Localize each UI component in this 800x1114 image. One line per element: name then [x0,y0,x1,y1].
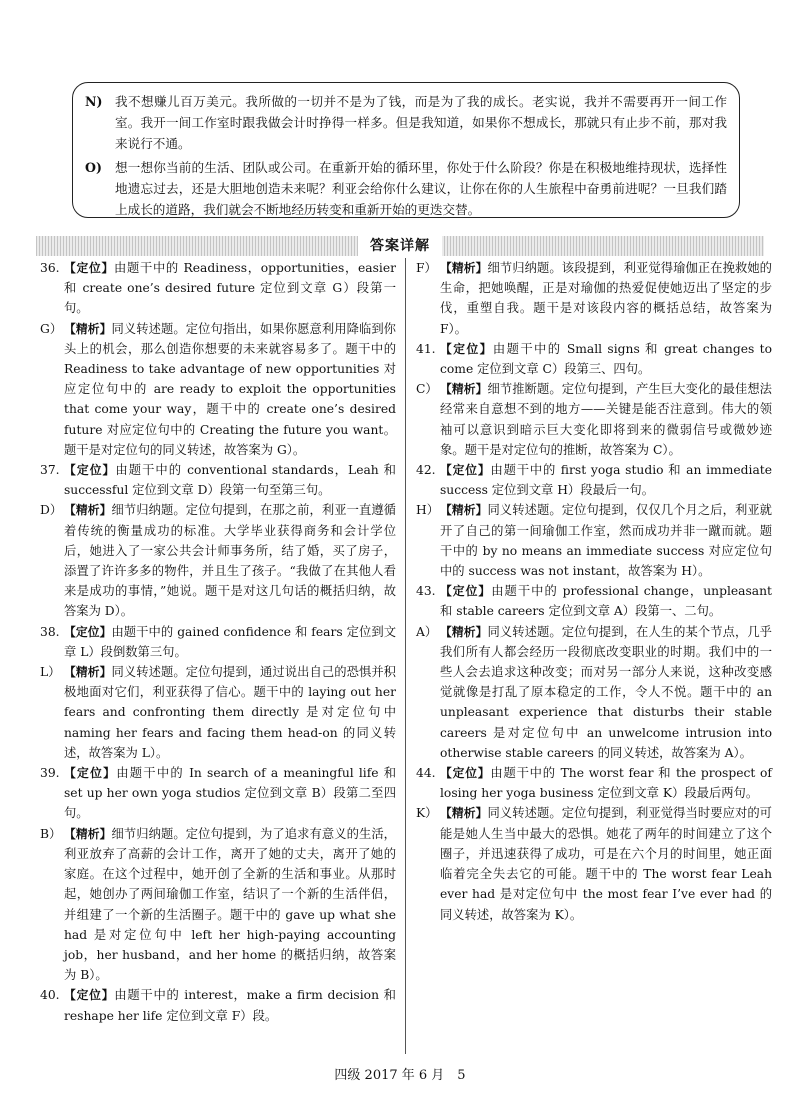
entry-body [64,662,396,763]
entry-number: A） [416,624,438,639]
entry-tag: 【定位】 [64,988,115,1003]
entry-body [64,985,396,1025]
entry-number: K） [416,806,438,821]
entry-tag: 【精析】 [440,806,488,821]
entry-text: 由题干中的 The worst fear 和 the prospect of losing her yoga business 定位到文章 K）段最后两句。 [440,766,772,801]
entry-body [440,500,772,581]
entry-number: 42. [416,463,436,478]
entry-text: 由题干中的 Small signs 和 great changes to come 定位到文章 C）段第三、四句。 [440,341,772,377]
entry-text: 同义转述题。定位句提到，在人生的某个节点，几乎我们所有人都会经历一段彻底改变职业的时期。我们中的一些人会去追求这种改变；而对另一部分人来说，这种改变感觉就像是打乱了原本稳定的工作，令人不悦。题干中的 an unpleasant experience that disturbs their stable careers 是对定位句中 an unwelcome intrusion into otherwise stable careers 的同义转述，故答案为 A）。 [440,624,772,760]
entry-tag: 【精析】 [64,321,112,336]
entry-text: 由题干中的 interest，make a firm decision 和 reshape her life 定位到文章 F）段。 [64,988,396,1023]
entry-number: H） [416,503,440,518]
answer-entry [416,622,772,763]
entry-tag: 【定位】 [64,766,117,781]
right-column [416,258,772,925]
entry-tag: 【定位】 [440,766,491,781]
entry-tag: 【定位】 [440,584,492,599]
entry-number: 37. [40,463,60,478]
entry-tag: 【精析】 [64,665,112,680]
entry-body [440,803,772,924]
answer-entry [40,500,396,621]
entry-text: 同义转述题。定位句提到，通过说出自己的恐惧并积极地面对它们，利亚获得了信心。题干中的 laying out her fears and confronting them directly 是对定位句中 naming her fears and facing them head-on 的同义转述，故答案为 L）。 [64,665,396,760]
entry-number: G） [40,321,63,336]
entry-tag: 【定位】 [440,463,491,478]
entry-body [64,319,396,460]
entry-body [64,824,396,986]
entry-number: 36. [40,261,60,275]
answer-entry [416,763,772,803]
answer-entry [40,824,396,986]
answer-entry [40,258,396,319]
entry-number: 40. [40,988,60,1003]
entry-number: 44. [416,766,436,781]
answer-entry [416,379,772,460]
entry-text: 由题干中的 conventional standards，Leah 和 successful 定位到文章 D）段第一句至第三句。 [64,463,396,498]
entry-tag: 【定位】 [64,261,114,275]
entry-tag: 【定位】 [64,463,116,478]
entry-body [440,763,772,803]
entry-tag: 【定位】 [440,341,493,356]
answer-entry [40,985,396,1025]
entry-body [440,581,772,621]
entry-text: 由题干中的 In search of a meaningful life 和 set up her own yoga studios 定位到文章 B）段第二至四句。 [64,766,396,821]
answer-entry [40,319,396,460]
answer-entry [40,460,396,500]
section-band [36,236,764,256]
entry-body [64,500,396,621]
entry-tag: 【精析】 [440,261,488,275]
entry-number: 39. [40,766,60,781]
entry-body [440,460,772,500]
options-box [72,82,740,218]
answer-entry [416,500,772,581]
entry-tag: 【精析】 [440,624,488,639]
entry-body [64,460,396,500]
entry-text: 细节归纳题。该段提到，利亚觉得瑜伽正在挽救她的生命，把她唤醒，正是对瑜伽的热爱促使她迈出了坚定的步伐，重塑自我。题干是对该段内容的概括总结，故答案为 F）。 [440,261,772,336]
entry-tag: 【精析】 [440,503,488,518]
entry-text: 同义转述题。定位句提到，利亚觉得当时要应对的可能是她人生当中最大的恐惧。她花了两年的时间建立了这个圈子，并迅速获得了成功，可是在六个月的时间里，她正面临着完全失去它的可能。题干中的 The worst fear Leah ever had 是对定位句中 the most fear I’ve ever had 的同义转述，故答案为 K）。 [440,806,772,922]
entry-body [440,339,772,379]
entry-text: 同义转述题。定位句提到，仅仅几个月之后，利亚就开了自己的第一间瑜伽工作室，然而成功并非一蹴而就。题干中的 by no means an immediate success 对应定位句中的 success was not instant，故答案为 H）。 [440,503,772,579]
answer-entry [416,258,772,339]
entry-text: 同义转述题。定位句指出，如果你愿意利用降临到你头上的机会，那么创造你想要的未来就容易多了。题干中的 Readiness to take advantage of new opportunities 对应定位句中的 are ready to exploit the opportunities that come your way，题干中的 create one’s desired future 对应定位句中的 Creating the future you want。题干是对定位句的同义转述，故答案为 G）。 [64,321,396,457]
entry-number: D） [40,503,63,518]
answer-entry [416,339,772,379]
entry-tag: 【精析】 [440,382,488,397]
entry-body [64,763,396,824]
page-footer: 四级 2017 年 6 月 5 [334,1068,466,1083]
answer-entry [40,622,396,662]
entry-number: 41. [416,341,436,356]
answer-entry [40,662,396,763]
entry-body [64,258,396,319]
option-text: 我不想赚儿百万美元。我所做的一切并不是为了钱，而是为了我的成长。老实说，我并不需要再开一间工作室。我开一间工作室时跟我做会计时挣得一样多。但是我知道，如果你不想成长，那就只有止步不前，那对我来说行不通。 [115,94,727,151]
option-label: N) [85,94,103,109]
entry-body [64,622,396,662]
entry-text: 细节归纳题。定位句提到，在那之前，利亚一直遵循着传统的衡量成功的标准。大学毕业获得商务和会计学位后，她进入了一家公共会计师事务所，结了婚，买了房子，添置了许许多多的物件，并且生了孩子。“我做了在其他人看来是成功的事情，”她说。题干是对这几句话的概括归纳，故答案为 D）。 [64,503,396,619]
answer-entry [416,460,772,500]
answer-entry [416,803,772,924]
entry-body [440,622,772,763]
entry-text: 由题干中的 Readiness，opportunities，easier 和 create one’s desired future 定位到文章 G）段第一句。 [64,261,396,316]
entry-number: L） [40,665,61,680]
column-divider [405,258,406,1054]
entry-tag: 【精析】 [64,826,112,841]
section-title: 答案详解 [358,236,442,256]
entry-text: 由题干中的 first yoga studio 和 an immediate success 定位到文章 H）段最后一句。 [440,463,772,498]
answer-entry [40,763,396,824]
option-text: 想一想你当前的生活、团队或公司。在重新开始的循环里，你处于什么阶段？你是在积极地维持现状，选择性地遗忘过去，还是大胆地创造未来呢？利亚会给你什么建议，让你在你的人生旅程中奋勇前进呢？一旦我们踏上成长的道路，我们就会不断地经历转变和重新开始的更迭交替。 [115,160,727,217]
entry-body [440,379,772,460]
entry-text: 细节推断题。定位句提到，产生巨大变化的最佳想法经常来自意想不到的地方——关键是能否注意到。伟大的领袖可以意识到暗示巨大变化即将到来的微弱信号或微妙迹象。题干是对定位句的推断，故答案为 C）。 [440,382,772,457]
entry-number: B） [40,826,62,841]
entry-tag: 【定位】 [64,624,112,639]
entry-number: F） [416,261,437,275]
entry-text: 由题干中的 professional change，unpleasant 和 stable careers 定位到文章 A）段第一、二句。 [440,584,772,619]
left-column [40,258,396,1026]
entry-tag: 【精析】 [64,503,112,518]
entry-body [440,258,772,339]
entry-number: 43. [416,584,436,599]
entry-number: 38. [40,624,60,639]
option-o [85,157,727,220]
entry-text: 细节归纳题。定位句提到，为了追求有意义的生活，利亚放弃了高薪的会计工作，离开了她的丈夫，离开了她的家庭。在这个过程中，她开创了全新的生活和事业。从那时起，她创办了两间瑜伽工作室，结识了一个新的生活伴侣，并组建了一个新的生活圈子。题干中的 gave up what she had 是对定位句中 left her high-paying accounting job，her husband，and her home 的概括归纳，故答案为 B）。 [64,826,396,983]
entry-number: C） [416,382,438,397]
answer-entry [416,581,772,621]
option-n [85,91,727,154]
entry-text: 由题干中的 gained confidence 和 fears 定位到文章 L）段倒数第三句。 [64,624,396,659]
option-label: O) [85,160,102,175]
